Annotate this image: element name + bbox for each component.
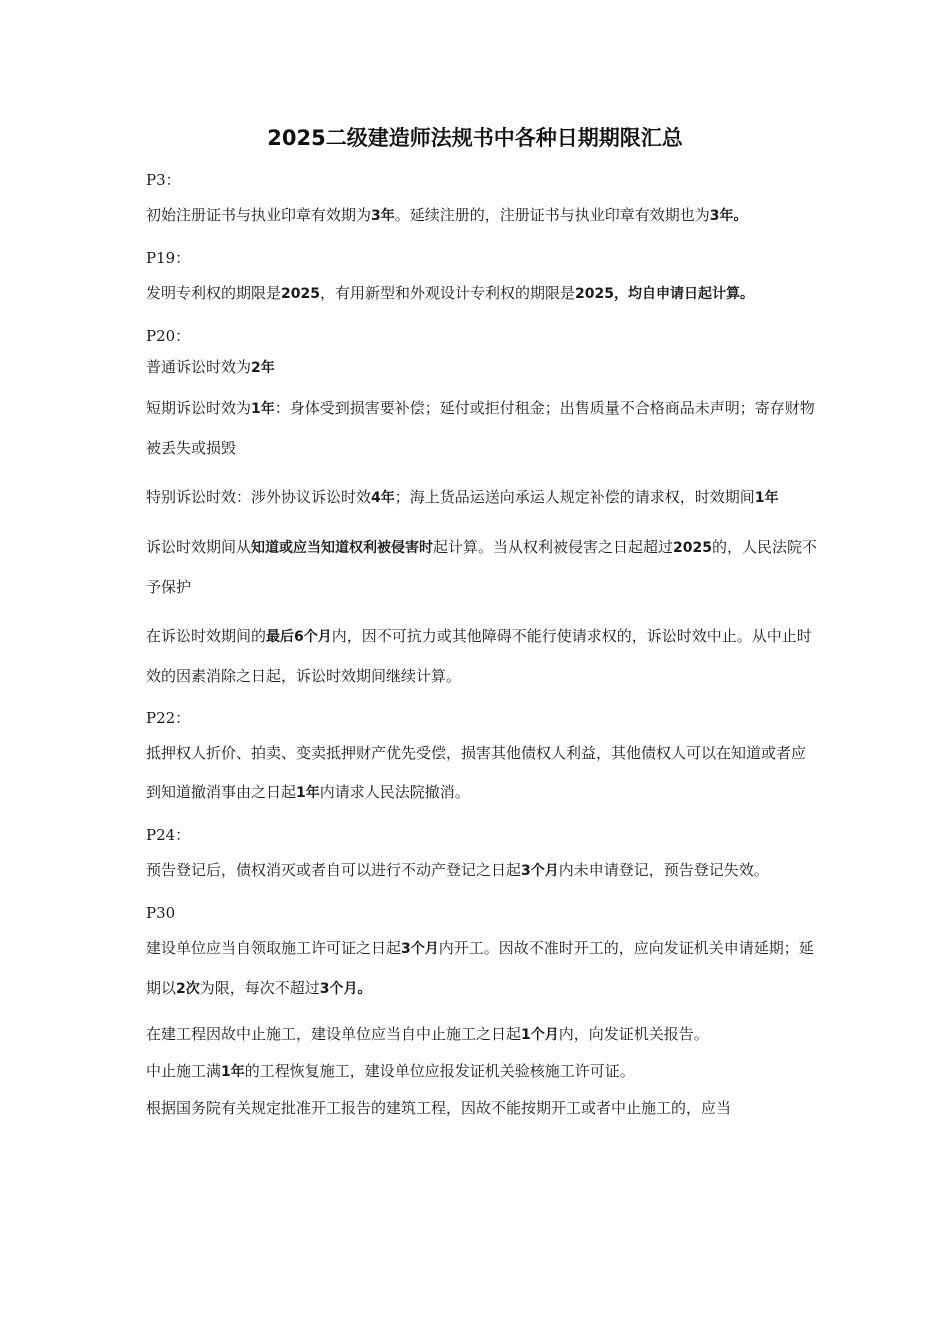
paragraph-p24 [146,851,818,891]
text: 诉讼时效期间从 [146,538,252,556]
text: 内未申请登记，预告登记失效。 [558,861,769,879]
paragraph-p30-resume-work [146,1056,818,1087]
bold-text: 1年 [296,785,320,801]
bold-text: 2025 [673,540,712,556]
paragraph-p3 [146,196,818,236]
bold-text: 2次 [176,981,200,997]
text: 。延续注册的，注册证书与执业印章有效期也为 [394,206,710,224]
text: 建设单位应当自领取施工许可证之日起 [146,939,402,957]
bold-text: ，均自申请日起计算。 [613,286,754,302]
text: 起计算。当从权利被侵害之日起超过 [433,538,674,556]
bold-text: 3个月 [521,863,559,879]
section-heading-p24: P24： [146,826,191,844]
bold-text: 2年 [251,360,275,376]
text: 普通诉讼时效为 [146,358,252,376]
paragraph-special-limitation [146,478,818,518]
bold-text: 1年 [251,401,275,417]
paragraph-limitation-start [146,528,818,607]
text: 在建工程因故中止施工，建设单位应当自中止施工之日起 [146,1025,522,1043]
paragraph-p19 [146,274,818,314]
bold-text: 1年 [221,1064,245,1080]
text: 的工程恢复施工，建设单位应报发证机关验核施工许可证。 [244,1062,635,1080]
text: ；海上货品运送向承运人规定补偿的请求权，时效期间 [394,488,755,506]
bold-text: 知道或应当知道权利被侵害时 [251,540,434,556]
text: 的，人民法院不予保护 [146,538,818,596]
text: 为限，每次不超过 [199,979,320,997]
paragraph-p22 [146,734,818,813]
paragraph-short-limitation [146,389,818,468]
bold-text: 2025 [281,286,320,302]
text: 特别诉讼时效：涉外协议诉讼时效 [146,488,372,506]
paragraph-limitation-suspension [146,617,818,696]
text: ：身体受到损害要补偿；延付或拒付租金；出售质量不合格商品未声明；寄存财物被丢失或损毁 [146,399,815,457]
bold-text: 1年 [754,490,779,506]
bold-text: 3年 [371,208,395,224]
document-body [146,168,818,1129]
section-heading-p22: P22： [146,709,191,727]
bold-text: 1个月 [521,1027,559,1043]
paragraph-p30-start-work [146,929,818,1009]
section-heading-p19: P19： [146,249,191,267]
section-heading-p30: P30 [146,904,176,922]
text: 内，向发证机关报告。 [558,1025,709,1043]
section-heading-p20: P20： [146,327,191,345]
text: 短期诉讼时效为 [146,399,252,417]
paragraph-general-limitation [146,352,818,383]
text: ，有用新型和外观设计专利权的期限是 [319,284,575,302]
text: 抵押权人折价、拍卖、变卖抵押财产优先受偿，损害其他债权人利益，其他债权人可以在知道或者应到知道撤消事由之日起 [146,744,807,801]
section-heading-p3: P3： [146,171,181,189]
text: 中止施工满 [146,1062,222,1080]
page-title: 2025二级建造师法规书中各种日期期限汇总 [267,126,683,150]
text: 内请求人民法院撤消。 [319,783,470,801]
bold-text: 2025 [575,286,614,302]
text: 预告登记后，债权消灭或者自可以进行不动产登记之日起 [146,861,522,879]
text: 内开工。因故不准时开工的，应向发证机关申请延期；延期以 [146,939,814,997]
bold-text: 4年 [371,490,395,506]
text: 初始注册证书与执业印章有效期为 [146,206,372,224]
bold-text: 最后6个月 [266,629,332,645]
paragraph-p30-suspension-report [146,1019,818,1050]
text: 在诉讼时效期间的 [146,627,267,645]
text: 发明专利权的期限是 [146,284,282,302]
bold-text: 3个月。 [319,981,372,997]
bold-text: 3年。 [709,208,748,224]
text: 内，因不可抗力或其他障碍不能行使请求权的，诉讼时效中止。从中止时效的因素消除之日起，诉讼时效期间继续计算。 [146,627,812,685]
bold-text: 3个月 [401,941,439,957]
paragraph-p30-state-council: 根据国务院有关规定批准开工报告的建筑工程，因故不能按期开工或者中止施工的，应当 [146,1099,732,1117]
